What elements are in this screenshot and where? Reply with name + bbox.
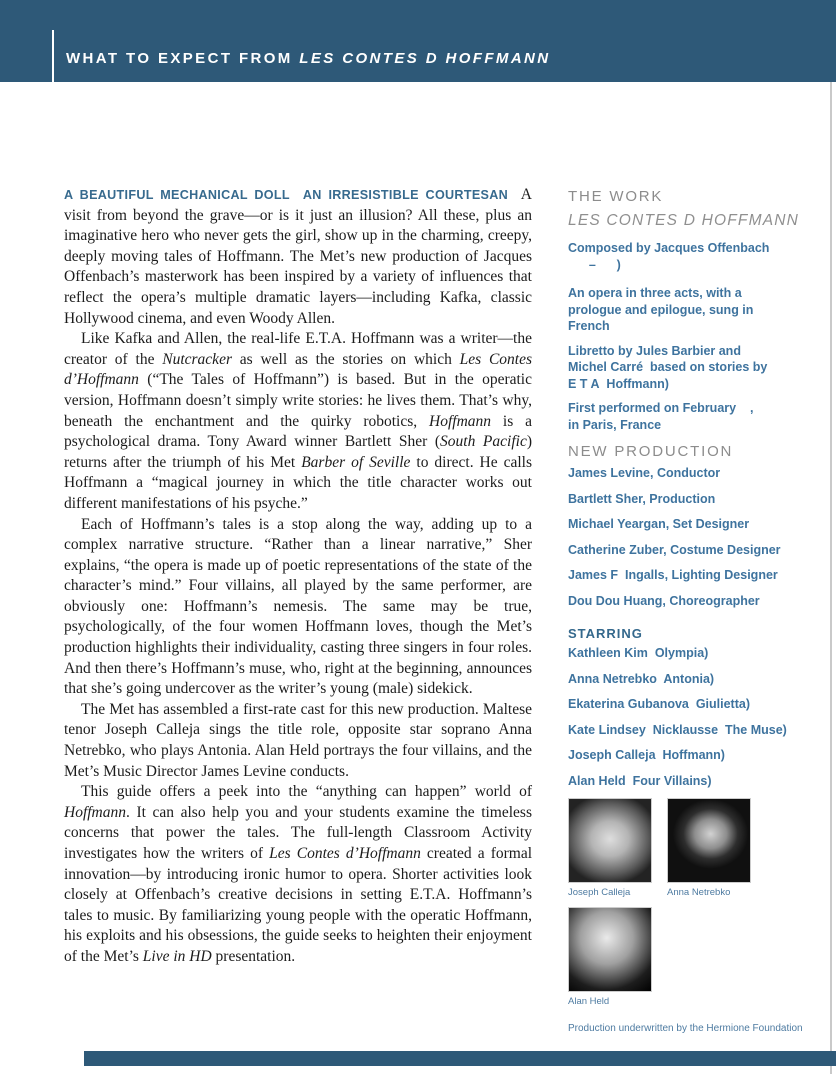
photo-row	[568, 798, 832, 907]
page-title-regular: WHAT TO EXPECT FROM	[66, 50, 300, 67]
sidebar	[568, 186, 832, 1035]
credit-item: James F Ingalls, Lighting Designer	[568, 568, 778, 582]
headshot-image	[568, 907, 652, 992]
credit-item: Bartlett Sher, Production	[568, 491, 716, 506]
page-title-italic: LES CONTES D HOFFMANN	[299, 50, 551, 67]
photo-caption: Joseph Calleja	[568, 887, 631, 898]
cast-item: Kathleen Kim Olympia)	[568, 646, 709, 660]
cast-item: Joseph Calleja Hoffmann)	[568, 748, 725, 762]
the-work-heading: THE WORK	[568, 188, 664, 205]
credit-item: Catherine Zuber, Costume Designer	[568, 542, 781, 557]
article	[64, 185, 532, 968]
work-detail: An opera in three acts, with a prologue and epilogue, sung in French	[568, 286, 754, 333]
cast-photos	[568, 798, 832, 1008]
article-paragraph: Like Kafka and Allen, the real-life E.T.A. Hoffmann was a writer—the creator of the Nutcracker as well as the stories on which Les Contes d’Hoffmann (“The Tales of Hoffmann”) is based. But in the operatic version, Hoffmann doesn’t simply write stories: he lives them. That’s why, beneath the enchantment and the quirky robotics, Hoffmann is a psychological drama. Tony Award winner Bartlett Sher (South Pacific) returns after the triumph of his Met Barber of Seville to direct. He calls Hoffmann a “magical journey in which the title character works out different manifestations of his psyche.”	[64, 330, 533, 512]
starring-heading: STARRING	[568, 626, 643, 641]
cast-photo-joseph-calleja	[568, 798, 652, 907]
article-paragraph: A BEAUTIFUL MECHANICAL DOLL AN IRRESISTIBLE COURTESAN A visit from beyond the grave—or is it just an illusion? All these, plus an imaginative hero who never gets the girl, show up in the charming, creepy, deeply moving tales of Hoffmann. The Met’s new production of Jacques Offenbach’s masterwork has been inspired by a variety of influences that reflect the opera’s multiple dramatic layers—including Kafka, classic Hollywood cinema, and even Woody Allen.	[64, 186, 532, 327]
credit-item: Dou Dou Huang, Choreographer	[568, 593, 760, 608]
work-detail: First performed on February , in Paris, France	[568, 401, 754, 432]
cast-item: Kate Lindsey Nicklausse The Muse)	[568, 722, 787, 737]
footer-bar	[84, 1051, 836, 1066]
work-blocks	[568, 240, 832, 433]
new-production-heading: NEW PRODUCTION	[568, 443, 734, 460]
header-banner	[0, 0, 836, 82]
cast-item: Alan Held Four Villains)	[568, 773, 712, 788]
headshot-image	[667, 798, 751, 883]
headshot-image	[568, 798, 652, 883]
article-paragraph: The Met has assembled a first-rate cast for this new production. Maltese tenor Joseph Calleja sings the title role, opposite star soprano Anna Netrebko, who plays Antonia. Alan Held portrays the four villains, and the Met’s Music Director James Levine conducts.	[64, 700, 532, 780]
the-work-title: LES CONTES D HOFFMANN	[568, 212, 800, 229]
page-edge-line	[830, 82, 832, 1074]
page-title	[66, 50, 551, 67]
photo-caption: Anna Netrebko	[667, 887, 731, 898]
cast-item: Anna Netrebko Antonia)	[568, 671, 715, 686]
production-footnote: Production underwritten by the Hermione Foundation	[568, 1023, 803, 1034]
cast-photo-alan-held	[568, 907, 832, 1008]
work-detail: Composed by Jacques Offenbach – )	[568, 241, 770, 272]
new-production-list	[568, 465, 832, 609]
work-detail: Libretto by Jules Barbier and Michel Carré based on stories by E T A Hoffmann)	[568, 343, 768, 391]
cast-photo-anna-netrebko	[667, 798, 751, 907]
credit-item: James Levine, Conductor	[568, 466, 721, 480]
credit-item: Michael Yeargan, Set Designer	[568, 517, 750, 531]
starring-list	[568, 645, 832, 789]
article-paragraph: This guide offers a peek into the “anything can happen” world of Hoffmann. It can also help you and your students examine the timeless concerns that power the tales. The full-length Classroom Activity investigates how the writers of Les Contes d’Hoffmann created a formal innovation—by introducing ironic humor to opera. Shorter activities look closely at Offenbach’s creative decisions in setting E.T.A. Hoffmann’s tales to music. By familiarizing young people with the operatic Hoffmann, his exploits and his obsessions, the guide seeks to heighten their enjoyment of the Met’s Live in HD presentation.	[64, 783, 533, 965]
photo-caption: Alan Held	[568, 996, 610, 1007]
article-paragraph: Each of Hoffmann’s tales is a stop along the way, adding up to a complex narrative structure. “Rather than a linear narrative,” Sher explains, “the opera is made up of poetic representations of the state of the character’s mind.” Four villains, all played by the same performer, are obviously one: Hoffmann’s nemesis. The same may be true, psychologically, of the four women Hoffmann loves, though the Met’s production highlights their individuality, casting three singers in four roles. And then there’s Hoffmann’s muse, who, right at the beginning, announces that she’s going undercover as the writer’s young (male) sidekick.	[64, 515, 532, 698]
cast-item: Ekaterina Gubanova Giulietta)	[568, 697, 750, 711]
banner-tick	[52, 30, 54, 82]
